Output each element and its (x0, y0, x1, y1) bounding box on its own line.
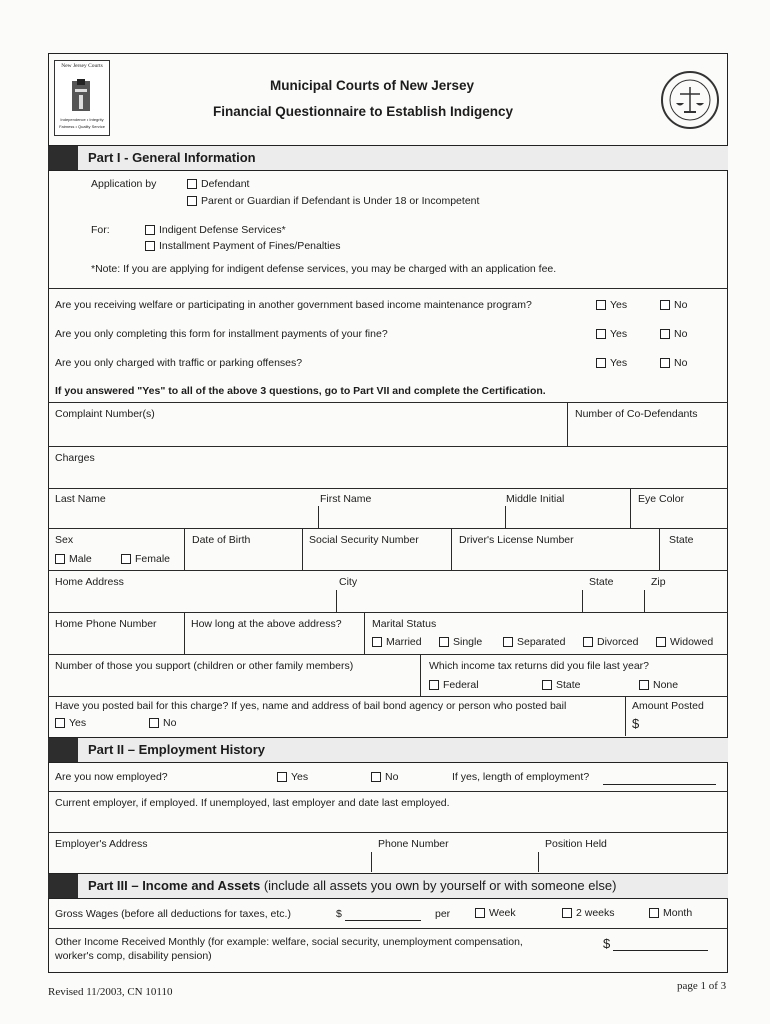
other-income-label-2: worker's comp, disability pension) (55, 950, 212, 962)
section-tab (48, 874, 78, 898)
checkbox[interactable] (55, 718, 65, 728)
ssn-field[interactable]: Social Security Number (309, 534, 419, 546)
divider (48, 288, 728, 289)
divider (505, 506, 506, 528)
single-option[interactable] (439, 636, 482, 648)
form-title: Municipal Courts of New Jersey (270, 78, 475, 93)
installment-option[interactable] (145, 240, 341, 252)
welfare-yes[interactable] (596, 299, 627, 311)
part-2-title: Part II – Employment History (88, 742, 265, 757)
bail-no[interactable] (149, 717, 176, 729)
checkbox[interactable] (542, 680, 552, 690)
divider (48, 612, 728, 613)
option-label: Parent or Guardian if Defendant is Under 18 or Incompetent (201, 195, 480, 207)
other-income-dollar: $ (603, 936, 611, 951)
part-1-header (48, 145, 728, 171)
checkbox[interactable] (145, 241, 155, 251)
divider (48, 446, 728, 447)
question-traffic: Are you only charged with traffic or parking offenses? (55, 357, 303, 369)
option-label: Single (453, 636, 483, 648)
last-name-field[interactable]: Last Name (55, 493, 106, 505)
part-3-note: (include all assets you own by yourself or with someone else) (263, 878, 617, 893)
option-label: Federal (443, 679, 479, 691)
checkbox[interactable] (660, 329, 670, 339)
yes-label: Yes (610, 357, 628, 369)
no-label: No (674, 299, 688, 311)
employment-length-field[interactable] (603, 772, 716, 785)
section-tab (48, 738, 78, 762)
part-vii-instruction: If you answered "Yes" to all of the above 3 questions, go to Part VII and complete the Certification. (55, 385, 546, 397)
week-option[interactable] (475, 907, 516, 919)
dl-state-field[interactable]: State (669, 534, 694, 546)
employed-no[interactable] (371, 771, 398, 783)
divider (48, 928, 728, 929)
application-by-label: Application by (91, 178, 157, 190)
male-option[interactable] (55, 553, 92, 565)
divider (364, 612, 365, 654)
amount-posted-label: Amount Posted (632, 700, 704, 712)
divider (302, 528, 303, 570)
question-welfare: Are you receiving welfare or participating in another government based income maintenance program? (55, 299, 532, 311)
divider (538, 852, 539, 872)
dollar-sign: $ (336, 908, 342, 920)
position-held-field[interactable]: Position Held (545, 838, 607, 850)
divider (371, 852, 372, 872)
two-weeks-option[interactable] (562, 907, 615, 919)
female-option[interactable] (121, 553, 170, 565)
address-state-field[interactable]: State (589, 576, 614, 588)
yes-label: Yes (291, 771, 309, 783)
divider (644, 590, 645, 612)
part-2-header (48, 737, 728, 763)
gross-wages-field[interactable] (345, 909, 421, 921)
option-label: Indigent Defense Services* (159, 224, 286, 236)
divider (659, 528, 660, 570)
installment-yes[interactable] (596, 328, 627, 340)
checkbox[interactable] (187, 196, 197, 206)
employed-question: Are you now employed? (55, 771, 168, 783)
nj-courts-logo (54, 60, 110, 136)
employer-address-field[interactable]: Employer's Address (55, 838, 148, 850)
divider (48, 791, 728, 792)
checkbox[interactable] (596, 329, 606, 339)
bail-question: Have you posted bail for this charge? If yes, name and address of bail bond agency or person who posted bail (55, 700, 567, 712)
divider (451, 528, 452, 570)
marital-status-label: Marital Status (372, 618, 437, 630)
checkbox[interactable] (596, 300, 606, 310)
divider (48, 402, 728, 403)
logo-title: New Jersey Courts (61, 63, 103, 69)
divider (48, 832, 728, 833)
part-1-title: Part I - General Information (88, 150, 256, 165)
tax-returns-label: Which income tax returns did you file last year? (429, 660, 650, 672)
option-label: Married (386, 636, 422, 648)
indigent-defense-option[interactable] (145, 224, 286, 236)
divider (630, 488, 631, 528)
home-address-field[interactable]: Home Address (55, 576, 124, 588)
divider (48, 570, 728, 571)
eye-color-field[interactable]: Eye Color (638, 493, 685, 505)
checkbox[interactable] (660, 358, 670, 368)
complaint-number-field[interactable]: Complaint Number(s) (55, 408, 155, 420)
co-defendants-field[interactable]: Number of Co-Defendants (575, 408, 698, 420)
revision-note: Revised 11/2003, CN 10110 (48, 986, 173, 998)
divider (184, 612, 185, 654)
no-label: No (674, 328, 688, 340)
form-frame (48, 53, 728, 973)
yes-label: Yes (69, 717, 87, 729)
form-subtitle: Financial Questionnaire to Establish Indigency (213, 104, 514, 119)
charges-field[interactable]: Charges (55, 452, 95, 464)
checkbox[interactable] (121, 554, 131, 564)
no-label: No (385, 771, 399, 783)
none-option[interactable] (639, 679, 678, 691)
month-option[interactable] (649, 907, 692, 919)
part-3-title: Part III – Income and Assets (88, 878, 261, 893)
checkbox[interactable] (475, 908, 485, 918)
other-income-field[interactable] (613, 937, 708, 951)
divider (184, 528, 185, 570)
option-label: Installment Payment of Fines/Penalties (159, 240, 341, 252)
option-label: None (653, 679, 679, 691)
checkbox[interactable] (583, 637, 593, 647)
installment-no[interactable] (660, 328, 687, 340)
employer-phone-field[interactable]: Phone Number (378, 838, 449, 850)
drivers-license-field[interactable]: Driver's License Number (459, 534, 574, 546)
traffic-yes[interactable] (596, 357, 627, 369)
checkbox[interactable] (503, 637, 513, 647)
checkbox[interactable] (562, 908, 572, 918)
defendant-option[interactable] (187, 178, 249, 190)
support-count-field[interactable]: Number of those you support (children or other family members) (55, 660, 354, 672)
question-installment: Are you only completing this form for installment payments of your fine? (55, 328, 388, 340)
city-field[interactable]: City (339, 576, 358, 588)
zip-field[interactable]: Zip (651, 576, 666, 588)
option-label: 2 weeks (576, 907, 615, 919)
married-option[interactable] (372, 636, 422, 648)
no-label: No (163, 717, 177, 729)
amount-posted-field[interactable]: $ (632, 716, 640, 731)
per-label: per (435, 908, 451, 920)
widowed-option[interactable] (656, 636, 713, 648)
part-3-title-wrap (88, 878, 616, 893)
divider (420, 654, 421, 696)
employment-length-label: If yes, length of employment? (452, 771, 590, 783)
divider (567, 402, 568, 446)
checkbox[interactable] (187, 179, 197, 189)
employed-yes[interactable] (277, 771, 308, 783)
checkbox[interactable] (277, 772, 287, 782)
fee-note: *Note: If you are applying for indigent defense services, you may be charged with an application fee. (91, 263, 557, 275)
checkbox[interactable] (145, 225, 155, 235)
gross-wages-label: Gross Wages (before all deductions for taxes, etc.) (55, 908, 291, 920)
part-3-header (48, 873, 728, 899)
option-label: Female (135, 553, 171, 565)
other-income-label: Other Income Received Monthly (for example: welfare, social security, unemployment compensation, (55, 936, 523, 948)
for-label: For: (91, 224, 110, 236)
checkbox[interactable] (371, 772, 381, 782)
checkbox[interactable] (649, 908, 659, 918)
traffic-no[interactable] (660, 357, 687, 369)
page-number: page 1 of 3 (677, 980, 727, 992)
welfare-no[interactable] (660, 299, 687, 311)
divorced-option[interactable] (583, 636, 638, 648)
scales-icon (68, 77, 94, 113)
option-label: Divorced (597, 636, 639, 648)
section-tab (48, 146, 78, 170)
sex-label: Sex (55, 534, 74, 546)
parent-guardian-option[interactable] (187, 195, 479, 207)
option-label: Defendant (201, 178, 250, 190)
checkbox[interactable] (639, 680, 649, 690)
home-phone-field[interactable]: Home Phone Number (55, 618, 157, 630)
yes-label: Yes (610, 328, 628, 340)
checkbox[interactable] (149, 718, 159, 728)
separated-option[interactable] (503, 636, 565, 648)
checkbox[interactable] (439, 637, 449, 647)
first-name-field[interactable]: First Name (320, 493, 372, 505)
dob-field[interactable]: Date of Birth (192, 534, 251, 546)
checkbox[interactable] (55, 554, 65, 564)
option-label: Widowed (670, 636, 714, 648)
checkbox[interactable] (656, 637, 666, 647)
middle-initial-field[interactable]: Middle Initial (506, 493, 565, 505)
federal-option[interactable] (429, 679, 479, 691)
checkbox[interactable] (372, 637, 382, 647)
checkbox[interactable] (429, 680, 439, 690)
option-label: Male (69, 553, 92, 565)
bail-yes[interactable] (55, 717, 86, 729)
state-tax-option[interactable] (542, 679, 581, 691)
option-label: Month (663, 907, 693, 919)
checkbox[interactable] (596, 358, 606, 368)
option-label: Week (489, 907, 516, 919)
divider (582, 590, 583, 612)
logo-motto-2: Fairness • Quality Service (59, 124, 105, 129)
divider (48, 654, 728, 655)
divider (48, 696, 728, 697)
yes-label: Yes (610, 299, 628, 311)
divider (336, 590, 337, 612)
no-label: No (674, 357, 688, 369)
option-label: Separated (517, 636, 566, 648)
checkbox[interactable] (660, 300, 670, 310)
court-seal (660, 70, 720, 130)
logo-motto-1: Independence • Integrity (60, 117, 104, 122)
divider (318, 506, 319, 528)
option-label: State (556, 679, 581, 691)
how-long-field[interactable]: How long at the above address? (191, 618, 342, 630)
divider (625, 696, 626, 736)
divider (48, 488, 728, 489)
current-employer-field[interactable]: Current employer, if employed. If unemployed, last employer and date last employed. (55, 797, 450, 809)
divider (48, 528, 728, 529)
